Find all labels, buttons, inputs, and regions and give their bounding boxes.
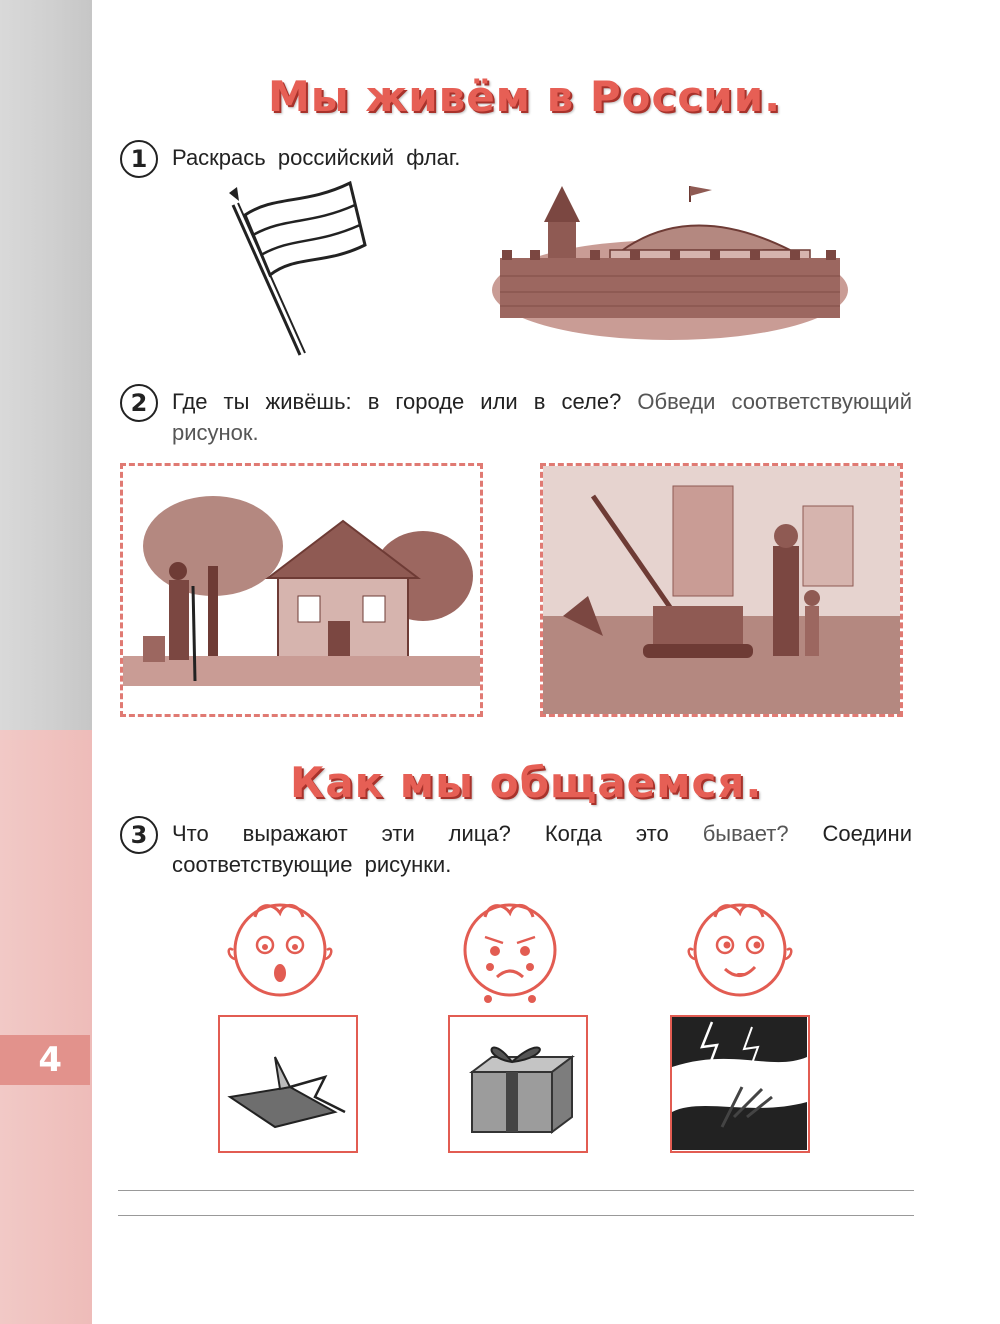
happy-face-icon[interactable]	[685, 895, 795, 1000]
broken-boat-picture[interactable]	[218, 1015, 358, 1153]
section-title-russia: Мы живём в России.	[268, 72, 782, 121]
broken-boat-icon	[220, 1017, 355, 1150]
task-number-2: 2	[120, 384, 158, 422]
task2-instruction: Обведи соответствующий рисунок.	[172, 389, 912, 445]
gift-box-icon	[450, 1017, 585, 1150]
sidebar-gray-band	[0, 0, 92, 730]
flag-outline-image	[215, 175, 375, 365]
task2-text	[172, 386, 912, 448]
village-house-illustration	[123, 466, 480, 714]
city-picture-frame[interactable]	[540, 463, 903, 717]
thunderstorm-icon	[672, 1017, 807, 1150]
task3-instruction: Соедини соответствующие рисунки.	[172, 821, 912, 877]
answer-line-2[interactable]	[118, 1215, 914, 1216]
section-title-communication: Как мы общаемся.	[290, 758, 763, 807]
answer-line-1[interactable]	[118, 1190, 914, 1191]
task2-question: Где ты живёшь: в городе или в селе?	[172, 389, 622, 414]
thunderstorm-picture[interactable]	[670, 1015, 810, 1153]
task3-question: Что выражают эти лица? Когда это	[172, 821, 669, 846]
task-number-1: 1	[120, 140, 158, 178]
page-number: 4	[0, 1035, 90, 1085]
task-number-3: 3	[120, 816, 158, 854]
kremlin-illustration	[490, 180, 850, 340]
surprised-face-icon[interactable]	[225, 895, 335, 1000]
task1-text: Раскрась российский флаг.	[172, 145, 461, 170]
gift-box-picture[interactable]	[448, 1015, 588, 1153]
crying-face-icon[interactable]	[455, 895, 565, 1005]
city-construction-illustration	[543, 466, 900, 714]
task3-question-accent: бывает?	[702, 821, 789, 846]
sidebar-pink-band	[0, 730, 92, 1324]
task3-text	[172, 818, 912, 880]
village-picture-frame[interactable]	[120, 463, 483, 717]
